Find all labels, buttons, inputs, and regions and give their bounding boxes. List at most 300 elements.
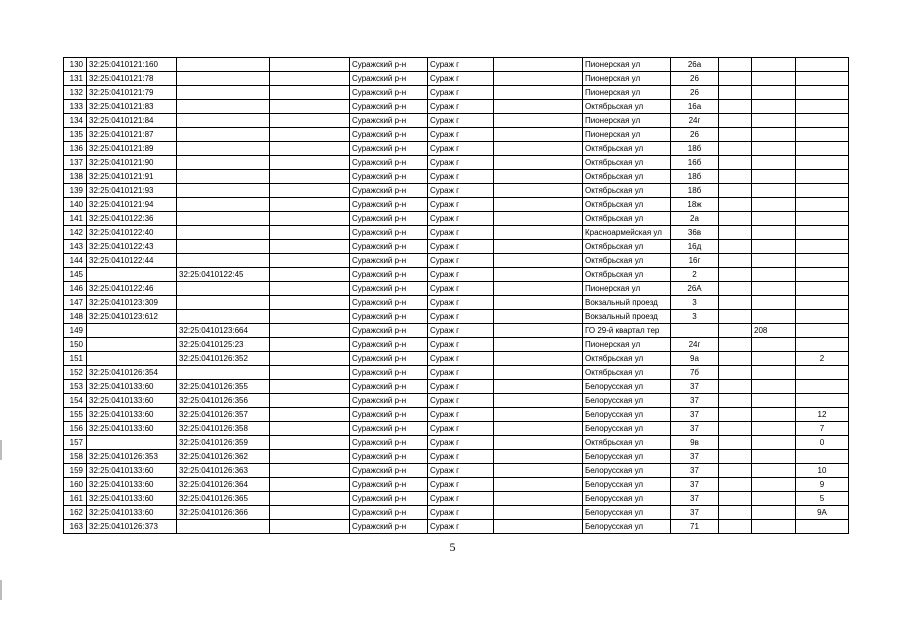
district-cell: Суражский р-н	[350, 380, 428, 394]
cadastral-number-cell: 32:25:0410121:90	[87, 156, 177, 170]
empty-cell	[270, 282, 350, 296]
district-cell: Суражский р-н	[350, 296, 428, 310]
city-cell: Сураж г	[428, 226, 494, 240]
apartment-cell	[796, 184, 849, 198]
extra-value-cell	[752, 338, 796, 352]
city-cell: Сураж г	[428, 492, 494, 506]
street-cell: Пионерская ул	[583, 338, 671, 352]
cadastral-number-cell: 32:25:0410121:83	[87, 100, 177, 114]
empty-cell	[494, 296, 583, 310]
empty-cell	[270, 394, 350, 408]
extra-value-cell	[752, 450, 796, 464]
table-row	[64, 394, 849, 408]
street-cell: Пионерская ул	[583, 282, 671, 296]
building-cadastral-number-cell: 32:25:0410126:352	[177, 352, 270, 366]
building-cadastral-number-cell	[177, 226, 270, 240]
row-number-cell: 155	[64, 408, 87, 422]
empty-cell	[270, 464, 350, 478]
apartment-cell	[796, 450, 849, 464]
street-cell: Октябрьская ул	[583, 184, 671, 198]
building-cadastral-number-cell	[177, 86, 270, 100]
table-row	[64, 282, 849, 296]
district-cell: Суражский р-н	[350, 478, 428, 492]
table-row	[64, 380, 849, 394]
apartment-cell	[796, 114, 849, 128]
row-number-cell: 134	[64, 114, 87, 128]
table-row	[64, 324, 849, 338]
building-cell	[719, 156, 752, 170]
table-row	[64, 100, 849, 114]
house-number-cell: 37	[671, 394, 719, 408]
building-cadastral-number-cell	[177, 240, 270, 254]
house-number-cell: 3	[671, 310, 719, 324]
empty-cell	[270, 492, 350, 506]
empty-cell	[270, 338, 350, 352]
city-cell: Сураж г	[428, 408, 494, 422]
table-row	[64, 170, 849, 184]
empty-cell	[494, 324, 583, 338]
extra-value-cell	[752, 184, 796, 198]
street-cell: Белорусская ул	[583, 464, 671, 478]
row-number-cell: 141	[64, 212, 87, 226]
city-cell: Сураж г	[428, 338, 494, 352]
district-cell: Суражский р-н	[350, 520, 428, 534]
extra-value-cell	[752, 114, 796, 128]
empty-cell	[494, 436, 583, 450]
building-cell	[719, 100, 752, 114]
row-number-cell: 153	[64, 380, 87, 394]
apartment-cell: 10	[796, 464, 849, 478]
city-cell: Сураж г	[428, 58, 494, 72]
street-cell: Октябрьская ул	[583, 240, 671, 254]
house-number-cell	[671, 324, 719, 338]
district-cell: Суражский р-н	[350, 114, 428, 128]
building-cell	[719, 310, 752, 324]
cadastral-number-cell: 32:25:0410133:60	[87, 492, 177, 506]
cadastral-number-cell: 32:25:0410133:60	[87, 464, 177, 478]
empty-cell	[270, 156, 350, 170]
row-number-cell: 133	[64, 100, 87, 114]
building-cell	[719, 114, 752, 128]
row-number-cell: 156	[64, 422, 87, 436]
table-row	[64, 506, 849, 520]
table-row	[64, 72, 849, 86]
table-row	[64, 226, 849, 240]
building-cell	[719, 282, 752, 296]
building-cell	[719, 464, 752, 478]
building-cell	[719, 212, 752, 226]
building-cadastral-number-cell: 32:25:0410126:355	[177, 380, 270, 394]
extra-value-cell	[752, 170, 796, 184]
house-number-cell: 71	[671, 520, 719, 534]
row-number-cell: 136	[64, 142, 87, 156]
building-cadastral-number-cell	[177, 198, 270, 212]
extra-value-cell	[752, 492, 796, 506]
building-cadastral-number-cell	[177, 212, 270, 226]
empty-cell	[494, 170, 583, 184]
empty-cell	[270, 324, 350, 338]
building-cadastral-number-cell: 32:25:0410126:363	[177, 464, 270, 478]
street-cell: Октябрьская ул	[583, 366, 671, 380]
row-number-cell: 135	[64, 128, 87, 142]
street-cell: Пионерская ул	[583, 58, 671, 72]
cadastral-number-cell: 32:25:0410121:160	[87, 58, 177, 72]
district-cell: Суражский р-н	[350, 170, 428, 184]
empty-cell	[270, 184, 350, 198]
city-cell: Сураж г	[428, 156, 494, 170]
empty-cell	[270, 268, 350, 282]
building-cell	[719, 380, 752, 394]
cadastral-number-cell: 32:25:0410126:373	[87, 520, 177, 534]
empty-cell	[270, 128, 350, 142]
empty-cell	[270, 226, 350, 240]
building-cadastral-number-cell: 32:25:0410126:359	[177, 436, 270, 450]
table-row	[64, 114, 849, 128]
empty-cell	[270, 142, 350, 156]
table-row	[64, 422, 849, 436]
row-number-cell: 154	[64, 394, 87, 408]
cadastral-number-cell: 32:25:0410133:60	[87, 380, 177, 394]
empty-cell	[270, 240, 350, 254]
extra-value-cell	[752, 268, 796, 282]
building-cell	[719, 436, 752, 450]
empty-cell	[494, 240, 583, 254]
cadastral-number-cell: 32:25:0410133:60	[87, 506, 177, 520]
cadastral-number-cell: 32:25:0410126:354	[87, 366, 177, 380]
building-cell	[719, 86, 752, 100]
empty-cell	[270, 296, 350, 310]
empty-cell	[270, 170, 350, 184]
row-number-cell: 145	[64, 268, 87, 282]
table-row	[64, 408, 849, 422]
extra-value-cell	[752, 72, 796, 86]
apartment-cell	[796, 366, 849, 380]
cadastral-number-cell: 32:25:0410121:91	[87, 170, 177, 184]
district-cell: Суражский р-н	[350, 492, 428, 506]
extra-value-cell	[752, 86, 796, 100]
district-cell: Суражский р-н	[350, 464, 428, 478]
row-number-cell: 160	[64, 478, 87, 492]
registry-body	[64, 58, 849, 534]
district-cell: Суражский р-н	[350, 254, 428, 268]
building-cell	[719, 128, 752, 142]
city-cell: Сураж г	[428, 198, 494, 212]
row-number-cell: 157	[64, 436, 87, 450]
district-cell: Суражский р-н	[350, 240, 428, 254]
cadastral-number-cell: 32:25:0410121:93	[87, 184, 177, 198]
apartment-cell: 2	[796, 352, 849, 366]
city-cell: Сураж г	[428, 478, 494, 492]
empty-cell	[270, 86, 350, 100]
row-number-cell: 138	[64, 170, 87, 184]
page-number: 5	[449, 540, 456, 554]
district-cell: Суражский р-н	[350, 72, 428, 86]
empty-cell	[270, 380, 350, 394]
district-cell: Суражский р-н	[350, 366, 428, 380]
empty-cell	[494, 114, 583, 128]
city-cell: Сураж г	[428, 212, 494, 226]
extra-value-cell	[752, 478, 796, 492]
cadastral-number-cell	[87, 338, 177, 352]
city-cell: Сураж г	[428, 114, 494, 128]
city-cell: Сураж г	[428, 506, 494, 520]
row-number-cell: 130	[64, 58, 87, 72]
house-number-cell: 16г	[671, 254, 719, 268]
empty-cell	[270, 436, 350, 450]
cadastral-number-cell: 32:25:0410123:612	[87, 310, 177, 324]
building-cell	[719, 58, 752, 72]
extra-value-cell	[752, 240, 796, 254]
apartment-cell	[796, 310, 849, 324]
extra-value-cell: 208	[752, 324, 796, 338]
building-cadastral-number-cell: 32:25:0410126:365	[177, 492, 270, 506]
city-cell: Сураж г	[428, 282, 494, 296]
house-number-cell: 3	[671, 296, 719, 310]
empty-cell	[494, 366, 583, 380]
city-cell: Сураж г	[428, 100, 494, 114]
city-cell: Сураж г	[428, 296, 494, 310]
apartment-cell	[796, 520, 849, 534]
apartment-cell	[796, 226, 849, 240]
extra-value-cell	[752, 212, 796, 226]
building-cell	[719, 408, 752, 422]
extra-value-cell	[752, 128, 796, 142]
street-cell: Пионерская ул	[583, 114, 671, 128]
house-number-cell: 37	[671, 492, 719, 506]
city-cell: Сураж г	[428, 254, 494, 268]
cadastral-number-cell: 32:25:0410121:89	[87, 142, 177, 156]
city-cell: Сураж г	[428, 394, 494, 408]
extra-value-cell	[752, 142, 796, 156]
apartment-cell	[796, 198, 849, 212]
empty-cell	[494, 520, 583, 534]
building-cadastral-number-cell: 32:25:0410126:358	[177, 422, 270, 436]
extra-value-cell	[752, 506, 796, 520]
empty-cell	[494, 100, 583, 114]
street-cell: Белорусская ул	[583, 394, 671, 408]
city-cell: Сураж г	[428, 422, 494, 436]
district-cell: Суражский р-н	[350, 282, 428, 296]
cadastral-number-cell	[87, 324, 177, 338]
street-cell: Пионерская ул	[583, 128, 671, 142]
row-number-cell: 146	[64, 282, 87, 296]
empty-cell	[494, 156, 583, 170]
city-cell: Сураж г	[428, 72, 494, 86]
city-cell: Сураж г	[428, 464, 494, 478]
street-cell: Октябрьская ул	[583, 436, 671, 450]
row-number-cell: 158	[64, 450, 87, 464]
house-number-cell: 16б	[671, 156, 719, 170]
extra-value-cell	[752, 156, 796, 170]
street-cell: ГО 29-й квартал тер	[583, 324, 671, 338]
building-cell	[719, 72, 752, 86]
row-number-cell: 143	[64, 240, 87, 254]
street-cell: Белорусская ул	[583, 450, 671, 464]
house-number-cell: 37	[671, 464, 719, 478]
cadastral-number-cell	[87, 436, 177, 450]
district-cell: Суражский р-н	[350, 352, 428, 366]
row-number-cell: 139	[64, 184, 87, 198]
row-number-cell: 131	[64, 72, 87, 86]
apartment-cell	[796, 282, 849, 296]
table-row	[64, 366, 849, 380]
house-number-cell: 16д	[671, 240, 719, 254]
table-row	[64, 296, 849, 310]
district-cell: Суражский р-н	[350, 268, 428, 282]
building-cadastral-number-cell: 32:25:0410123:664	[177, 324, 270, 338]
city-cell: Сураж г	[428, 366, 494, 380]
row-number-cell: 144	[64, 254, 87, 268]
street-cell: Белорусская ул	[583, 506, 671, 520]
extra-value-cell	[752, 100, 796, 114]
building-cadastral-number-cell	[177, 520, 270, 534]
empty-cell	[270, 72, 350, 86]
building-cell	[719, 184, 752, 198]
building-cadastral-number-cell: 32:25:0410126:362	[177, 450, 270, 464]
house-number-cell: 18б	[671, 184, 719, 198]
empty-cell	[494, 450, 583, 464]
apartment-cell	[796, 324, 849, 338]
district-cell: Суражский р-н	[350, 226, 428, 240]
empty-cell	[270, 450, 350, 464]
building-cell	[719, 240, 752, 254]
apartment-cell: 5	[796, 492, 849, 506]
building-cell	[719, 422, 752, 436]
extra-value-cell	[752, 352, 796, 366]
empty-cell	[494, 254, 583, 268]
empty-cell	[270, 506, 350, 520]
extra-value-cell	[752, 394, 796, 408]
city-cell: Сураж г	[428, 86, 494, 100]
empty-cell	[494, 212, 583, 226]
building-cadastral-number-cell	[177, 170, 270, 184]
house-number-cell: 2а	[671, 212, 719, 226]
house-number-cell: 18ж	[671, 198, 719, 212]
apartment-cell	[796, 128, 849, 142]
empty-cell	[270, 478, 350, 492]
building-cadastral-number-cell	[177, 72, 270, 86]
house-number-cell: 26	[671, 72, 719, 86]
building-cadastral-number-cell	[177, 184, 270, 198]
apartment-cell: 9А	[796, 506, 849, 520]
address-registry-table	[63, 57, 849, 534]
apartment-cell: 7	[796, 422, 849, 436]
table-row	[64, 436, 849, 450]
row-number-cell: 137	[64, 156, 87, 170]
street-cell: Октябрьская ул	[583, 352, 671, 366]
extra-value-cell	[752, 198, 796, 212]
row-number-cell: 148	[64, 310, 87, 324]
cadastral-number-cell: 32:25:0410121:87	[87, 128, 177, 142]
street-cell: Белорусская ул	[583, 380, 671, 394]
empty-cell	[270, 100, 350, 114]
cadastral-number-cell: 32:25:0410121:84	[87, 114, 177, 128]
cadastral-number-cell: 32:25:0410121:94	[87, 198, 177, 212]
city-cell: Сураж г	[428, 450, 494, 464]
apartment-cell: 9	[796, 478, 849, 492]
city-cell: Сураж г	[428, 436, 494, 450]
cadastral-number-cell	[87, 268, 177, 282]
extra-value-cell	[752, 282, 796, 296]
empty-cell	[494, 478, 583, 492]
table-row	[64, 338, 849, 352]
cadastral-number-cell: 32:25:0410133:60	[87, 422, 177, 436]
district-cell: Суражский р-н	[350, 450, 428, 464]
empty-cell	[270, 422, 350, 436]
empty-cell	[494, 338, 583, 352]
building-cell	[719, 492, 752, 506]
table-row	[64, 128, 849, 142]
house-number-cell: 26А	[671, 282, 719, 296]
district-cell: Суражский р-н	[350, 408, 428, 422]
empty-cell	[270, 212, 350, 226]
city-cell: Сураж г	[428, 520, 494, 534]
house-number-cell: 2	[671, 268, 719, 282]
building-cadastral-number-cell	[177, 156, 270, 170]
house-number-cell: 26	[671, 128, 719, 142]
apartment-cell	[796, 72, 849, 86]
apartment-cell	[796, 142, 849, 156]
table-row	[64, 58, 849, 72]
city-cell: Сураж г	[428, 170, 494, 184]
row-number-cell: 147	[64, 296, 87, 310]
building-cell	[719, 254, 752, 268]
street-cell: Вокзальный проезд	[583, 310, 671, 324]
cadastral-number-cell: 32:25:0410133:60	[87, 394, 177, 408]
empty-cell	[494, 282, 583, 296]
street-cell: Красноармейская ул	[583, 226, 671, 240]
district-cell: Суражский р-н	[350, 394, 428, 408]
empty-cell	[270, 114, 350, 128]
empty-cell	[494, 464, 583, 478]
empty-cell	[270, 254, 350, 268]
district-cell: Суражский р-н	[350, 86, 428, 100]
apartment-cell	[796, 296, 849, 310]
building-cadastral-number-cell	[177, 296, 270, 310]
building-cell	[719, 506, 752, 520]
building-cadastral-number-cell	[177, 310, 270, 324]
empty-cell	[494, 72, 583, 86]
building-cell	[719, 226, 752, 240]
table-row	[64, 156, 849, 170]
street-cell: Вокзальный проезд	[583, 296, 671, 310]
building-cadastral-number-cell	[177, 254, 270, 268]
cadastral-number-cell: 32:25:0410121:79	[87, 86, 177, 100]
table-row	[64, 198, 849, 212]
cadastral-number-cell: 32:25:0410126:353	[87, 450, 177, 464]
scan-margin-mark	[0, 440, 2, 460]
district-cell: Суражский р-н	[350, 198, 428, 212]
house-number-cell: 18б	[671, 142, 719, 156]
apartment-cell	[796, 100, 849, 114]
building-cell	[719, 142, 752, 156]
empty-cell	[270, 352, 350, 366]
extra-value-cell	[752, 380, 796, 394]
cadastral-number-cell: 32:25:0410122:40	[87, 226, 177, 240]
district-cell: Суражский р-н	[350, 506, 428, 520]
building-cadastral-number-cell	[177, 114, 270, 128]
apartment-cell: 12	[796, 408, 849, 422]
empty-cell	[494, 86, 583, 100]
table-row	[64, 310, 849, 324]
table-row	[64, 240, 849, 254]
empty-cell	[270, 58, 350, 72]
empty-cell	[494, 310, 583, 324]
empty-cell	[494, 226, 583, 240]
street-cell: Октябрьская ул	[583, 198, 671, 212]
extra-value-cell	[752, 422, 796, 436]
empty-cell	[494, 198, 583, 212]
